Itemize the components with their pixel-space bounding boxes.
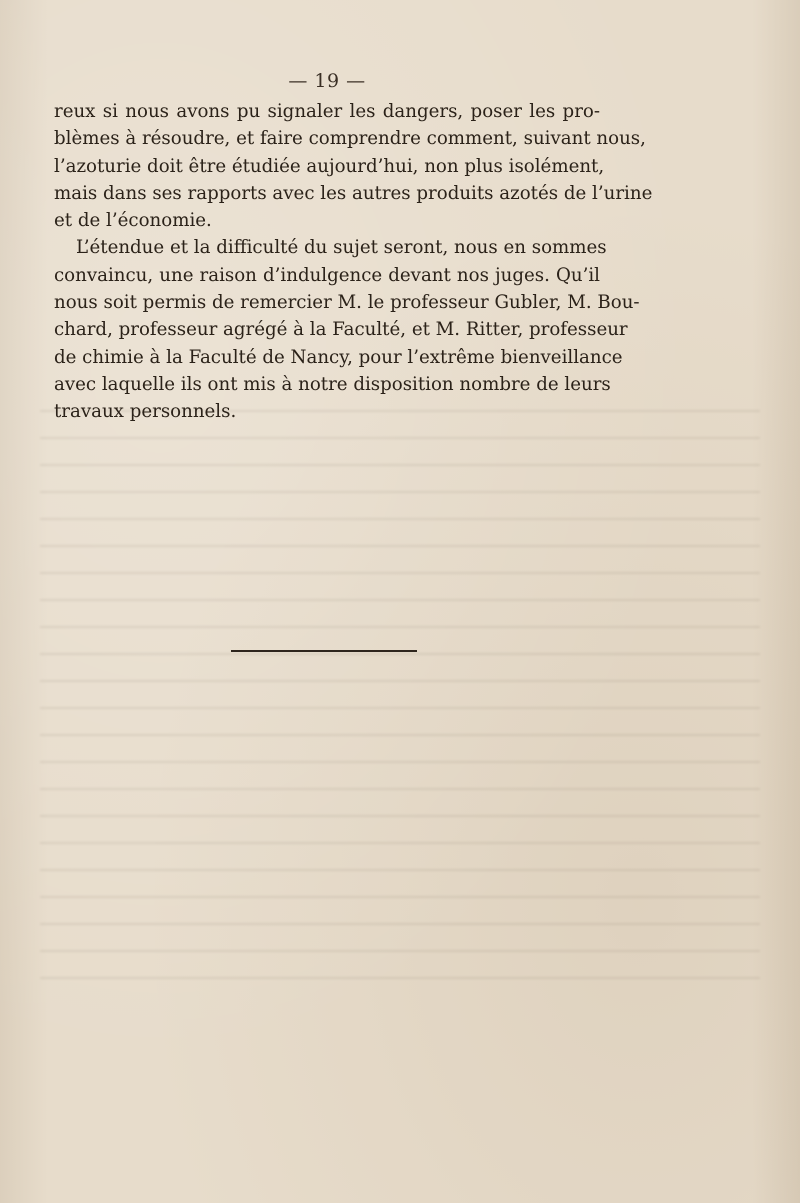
paragraph-2 [54,234,640,425]
text-line: mais dans ses rapports avec les autres produits azotés de l’urine [54,182,653,204]
text-line: l’azoturie doit être étudiée aujourd’hui, non plus isolément, [54,155,605,177]
text-line: blèmes à résoudre, et faire comprendre comment, suivant nous, [54,128,646,150]
text-line: chard, professeur agrégé à la Faculté, et M. Ritter, professeur [54,319,628,341]
text-line: de chimie à la Faculté de Nancy, pour l’extrême bienveillance [54,346,623,368]
page-number: — 19 — [288,70,366,92]
body-text [54,98,653,426]
text-line: travaux personnels. [54,401,237,423]
text-line: nous soit permis de remercier M. le professeur Gubler, M. Bou- [54,292,640,314]
text-line: et de l’économie. [54,210,212,232]
bleed-through-texture [40,410,760,990]
paragraph-1 [54,98,653,234]
text-line: L’étendue et la difficulté du sujet seront, nous en sommes [76,237,607,259]
text-line: avec laquelle ils ont mis à notre disposition nombre de leurs [54,373,611,395]
text-line: reux si nous avons pu signaler les dangers, poser les pro- [54,101,600,122]
section-divider-rule [231,650,417,652]
text-line: convaincu, une raison d’indulgence devant nos juges. Qu’il [54,264,600,286]
